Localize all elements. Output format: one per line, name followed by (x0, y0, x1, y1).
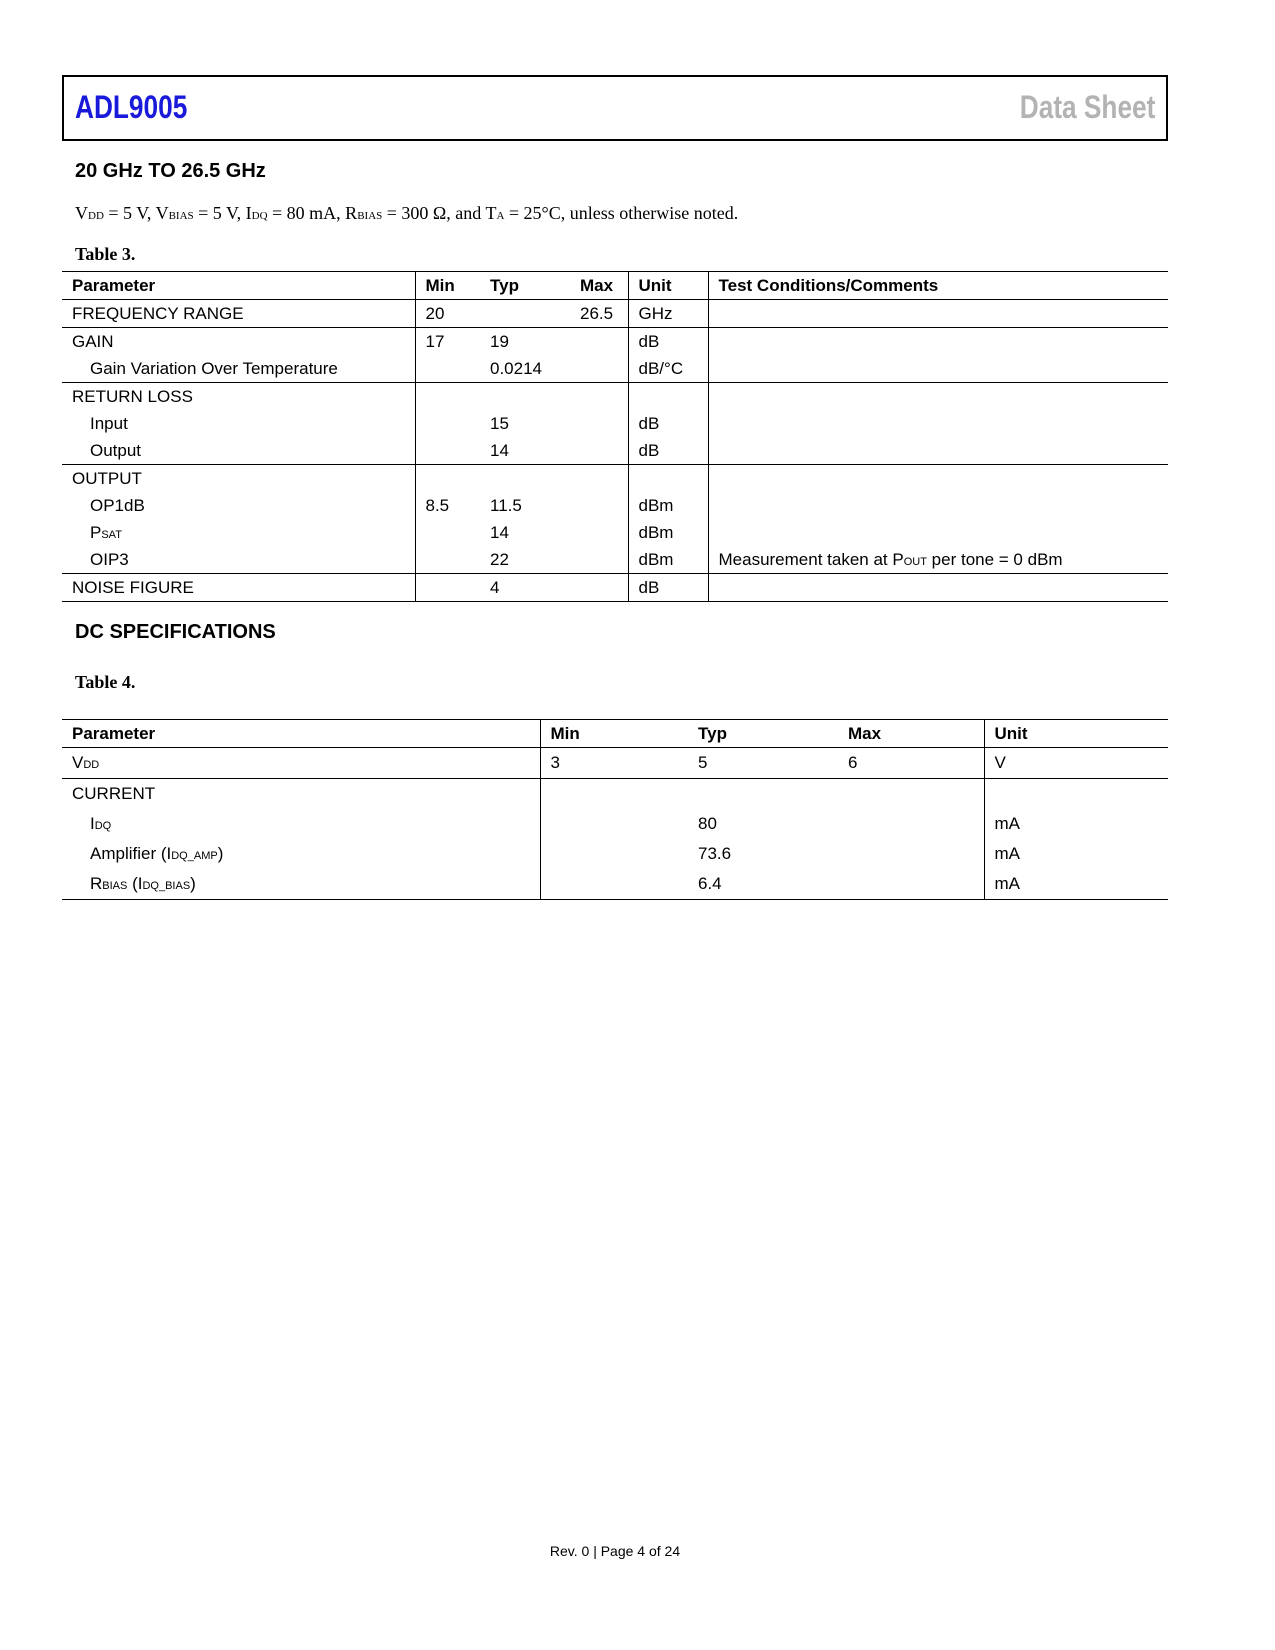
row-max (570, 492, 628, 519)
table-header-row (62, 272, 1168, 300)
col-header-min: Min (425, 275, 455, 295)
row-param: FREQUENCY RANGE (62, 300, 415, 328)
row-param: GAIN (62, 328, 415, 356)
row-min (415, 546, 480, 574)
row-param: Gain Variation Over Temperature (62, 355, 415, 383)
table-row (62, 546, 1168, 574)
row-min (415, 355, 480, 383)
row-typ: 73.6 (698, 844, 732, 863)
row-unit: dB/°C (628, 355, 708, 383)
row-param: VDD (62, 748, 540, 779)
table-row (62, 410, 1168, 437)
table-row (62, 383, 1168, 411)
row-cond (708, 437, 1168, 465)
row-typ: 0.0214 (490, 358, 542, 378)
row-typ: 80 (698, 814, 717, 833)
row-typ: 6.4 (698, 874, 722, 893)
row-max: 6 (838, 748, 984, 779)
row-unit: mA (994, 874, 1020, 893)
table-3-caption: Table 3. (75, 244, 136, 264)
table-row (62, 839, 1168, 869)
table-row (62, 492, 1168, 519)
section-title-freq: 20 GHz TO 26.5 GHz (75, 160, 266, 182)
row-cond (708, 410, 1168, 437)
row-min: 3 (550, 753, 560, 772)
row-typ: 4 (490, 577, 500, 597)
row-max (570, 437, 628, 465)
row-max (570, 519, 628, 546)
row-unit: V (994, 753, 1006, 772)
col-header-unit: Unit (628, 272, 708, 300)
table-row (62, 437, 1168, 465)
row-cond (708, 519, 1168, 546)
row-min: 8.5 (425, 495, 450, 515)
page-header (62, 75, 1168, 141)
row-unit: dB (628, 574, 708, 602)
table-row (62, 779, 1168, 810)
col-header-max: Max (838, 720, 984, 748)
row-min (415, 410, 480, 437)
page-footer: Rev. 0 | Page 4 of 24 (549, 1543, 681, 1559)
col-header-max: Max (570, 272, 628, 300)
row-param: NOISE FIGURE (62, 574, 415, 602)
table-row (62, 519, 1168, 546)
row-param: CURRENT (62, 779, 540, 810)
table-header-row (62, 720, 1168, 748)
document-type: Data Sheet (1019, 89, 1155, 125)
table-row (62, 465, 1168, 493)
row-max (570, 355, 628, 383)
row-typ: 14 (490, 522, 509, 542)
row-cond (708, 355, 1168, 383)
row-cond (708, 492, 1168, 519)
row-param: RETURN LOSS (62, 383, 415, 411)
row-max: 26.5 (570, 300, 628, 328)
row-typ: 22 (490, 549, 509, 569)
row-unit: GHz (628, 300, 708, 328)
row-unit: dBm (628, 492, 708, 519)
col-header-conditions: Test Conditions/Comments (718, 275, 939, 295)
col-header-min: Min (550, 723, 580, 743)
row-typ (480, 300, 570, 328)
row-param: OUTPUT (62, 465, 415, 493)
row-param: Amplifier (IDQ_AMP) (62, 839, 540, 869)
table-3 (62, 271, 1168, 602)
table-row (62, 300, 1168, 328)
row-typ: 11.5 (490, 495, 522, 515)
row-unit: dBm (628, 546, 708, 574)
table-row (62, 355, 1168, 383)
row-min (415, 574, 480, 602)
row-typ: 5 (698, 753, 708, 772)
row-param: IDQ (62, 809, 540, 839)
row-min (415, 437, 480, 465)
row-min: 20 (425, 303, 445, 323)
table-row (62, 748, 1168, 779)
row-max (570, 410, 628, 437)
section-title-dc: DC SPECIFICATIONS (75, 621, 276, 643)
col-header-parameter: Parameter (62, 272, 415, 300)
product-name: ADL9005 (75, 89, 188, 125)
row-unit: dB (628, 410, 708, 437)
row-max (570, 546, 628, 574)
table-4 (62, 719, 1168, 900)
table-row (62, 574, 1168, 602)
row-unit: dB (628, 437, 708, 465)
row-max (570, 328, 628, 356)
row-cond (708, 300, 1168, 328)
table-4-caption: Table 4. (75, 672, 136, 692)
row-param: Output (62, 437, 415, 465)
col-header-typ: Typ (490, 275, 519, 295)
row-cond: Measurement taken at POUT per tone = 0 dBm (718, 549, 1063, 569)
row-param: OP1dB (62, 492, 415, 519)
row-cond (708, 328, 1168, 356)
row-unit: dB (628, 328, 708, 356)
row-typ: 14 (490, 440, 509, 460)
row-param: Input (62, 410, 415, 437)
operating-conditions: VDD = 5 V, VBIAS = 5 V, IDQ = 80 mA, RBIAS = 300 Ω, and TA = 25°C, unless otherwise noted. (75, 203, 739, 223)
table-row (62, 869, 1168, 900)
row-typ: 15 (490, 413, 509, 433)
row-param: PSAT (62, 519, 415, 546)
col-header-parameter: Parameter (62, 720, 540, 748)
row-min (415, 519, 480, 546)
table-row (62, 328, 1168, 356)
row-unit: dBm (628, 519, 708, 546)
row-typ: 19 (490, 331, 509, 351)
row-max (570, 574, 628, 602)
row-unit: mA (994, 844, 1020, 863)
row-min: 17 (425, 331, 445, 351)
col-header-typ: Typ (698, 723, 727, 743)
row-param: RBIAS (IDQ_BIAS) (62, 869, 540, 900)
row-cond (708, 574, 1168, 602)
table-row (62, 809, 1168, 839)
row-param: OIP3 (62, 546, 415, 574)
row-unit: mA (994, 814, 1020, 833)
col-header-unit: Unit (994, 723, 1028, 743)
